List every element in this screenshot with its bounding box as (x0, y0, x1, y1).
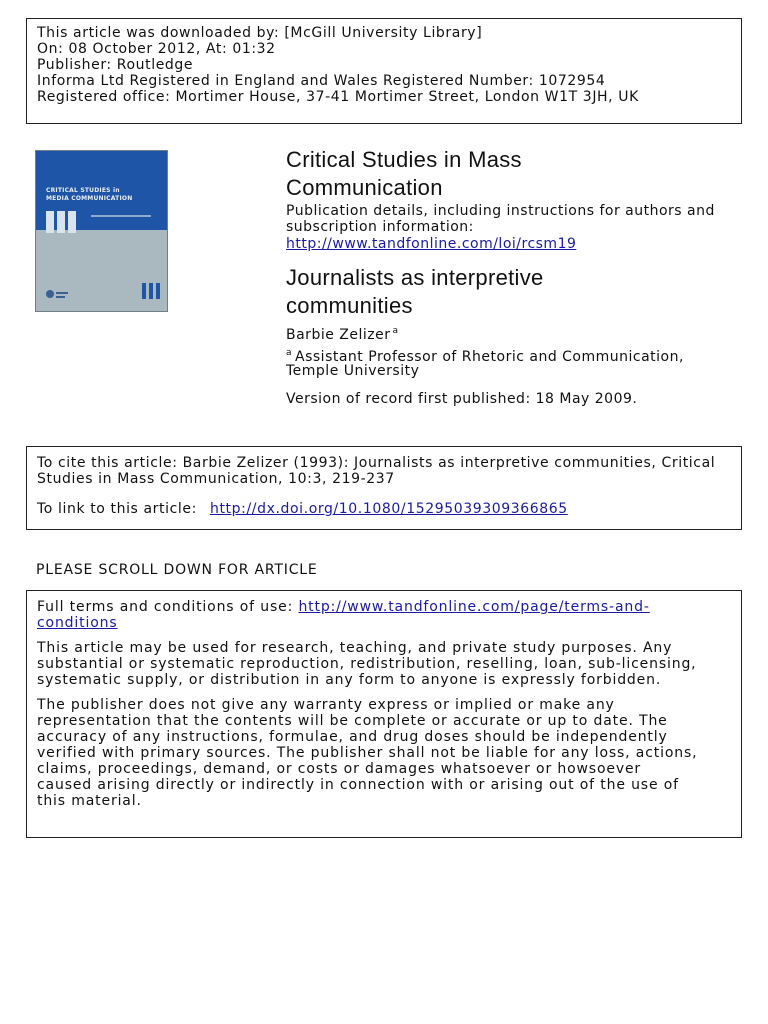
article-title (286, 264, 544, 320)
journal-url-link[interactable]: http://www.tandfonline.com/loi/rcsm19 (286, 236, 577, 252)
cover-logo (142, 283, 160, 299)
article-title-line: Journalists as interpretive (286, 265, 544, 290)
citation-line: To cite this article: Barbie Zelizer (1993): Journalists as interpretive communities, Critical (37, 455, 716, 471)
download-line: This article was downloaded by: [McGill University Library] (37, 25, 483, 41)
disclaimer-line: verified with primary sources. The publisher shall not be liable for any loss, actions, (37, 745, 698, 761)
article-link-label: To link to this article: (37, 501, 197, 517)
journal-title (286, 146, 522, 202)
disclaimer-line: claims, proceedings, demand, or costs or damages whatsoever or howsoever (37, 761, 642, 777)
author-affiliation-marker: a (392, 326, 399, 336)
terms-link-row (37, 599, 731, 615)
version-of-record: Version of record first published: 18 May 2009. (286, 391, 638, 407)
doi-link[interactable]: http://dx.doi.org/10.1080/15295039309366865 (210, 501, 568, 517)
registered-office-line: Registered office: Mortimer House, 37-41 Mortimer Street, London W1T 3JH, UK (37, 89, 639, 105)
journal-title-line: Critical Studies in Mass (286, 147, 522, 172)
author-line (286, 323, 399, 343)
journal-cover-image (35, 150, 168, 312)
citation-box (26, 446, 742, 530)
article-link-row (37, 501, 731, 517)
journal-title-line: Communication (286, 175, 443, 200)
article-title-line: communities (286, 293, 413, 318)
cover-subtitle-bar (91, 215, 151, 217)
author-name: Barbie Zelizer (286, 327, 391, 343)
disclaimer-paragraph (37, 697, 731, 809)
disclaimer-line: representation that the contents will be complete or accurate or up to date. The (37, 713, 668, 729)
terms-link-continued[interactable]: conditions (37, 615, 118, 631)
affiliation-text: Assistant Professor of Rhetoric and Communication, (295, 349, 684, 365)
citation-line: Studies in Mass Communication, 10:3, 219-237 (37, 471, 395, 487)
cover-publisher-mark (46, 288, 68, 300)
scroll-notice: PLEASE SCROLL DOWN FOR ARTICLE (36, 562, 318, 578)
download-notice-box (26, 18, 742, 124)
cover-title-line: CRITICAL STUDIES in (46, 187, 120, 194)
registration-line: Informa Ltd Registered in England and Wales Registered Number: 1072954 (37, 73, 606, 89)
terms-label: Full terms and conditions of use: (37, 599, 294, 615)
cover-title-line: MEDIA COMMUNICATION (46, 195, 133, 202)
disclaimer-line: this material. (37, 793, 142, 809)
usage-line: This article may be used for research, teaching, and private study purposes. Any (37, 640, 673, 656)
terms-box (26, 590, 742, 838)
usage-line: systematic supply, or distribution in any form to anyone is expressly forbidden. (37, 672, 662, 688)
cover-graphic (46, 211, 78, 233)
disclaimer-line: caused arising directly or indirectly in connection with or arising out of the use of (37, 777, 679, 793)
publisher-line: Publisher: Routledge (37, 57, 194, 73)
disclaimer-line: The publisher does not give any warranty express or implied or make any (37, 697, 615, 713)
disclaimer-line: accuracy of any instructions, formulae, and drug doses should be independently (37, 729, 668, 745)
publication-details: subscription information: (286, 219, 474, 235)
publication-details: Publication details, including instructions for authors and (286, 203, 715, 219)
download-date-line: On: 08 October 2012, At: 01:32 (37, 41, 276, 57)
affiliation-line: Temple University (286, 363, 420, 379)
usage-paragraph (37, 640, 731, 688)
affiliation-line (286, 345, 684, 365)
terms-link[interactable]: http://www.tandfonline.com/page/terms-and- (298, 599, 650, 615)
terms-link-paragraph (37, 599, 731, 631)
affiliation-marker: a (286, 348, 293, 358)
usage-line: substantial or systematic reproduction, redistribution, reselling, loan, sub-licensing, (37, 656, 697, 672)
